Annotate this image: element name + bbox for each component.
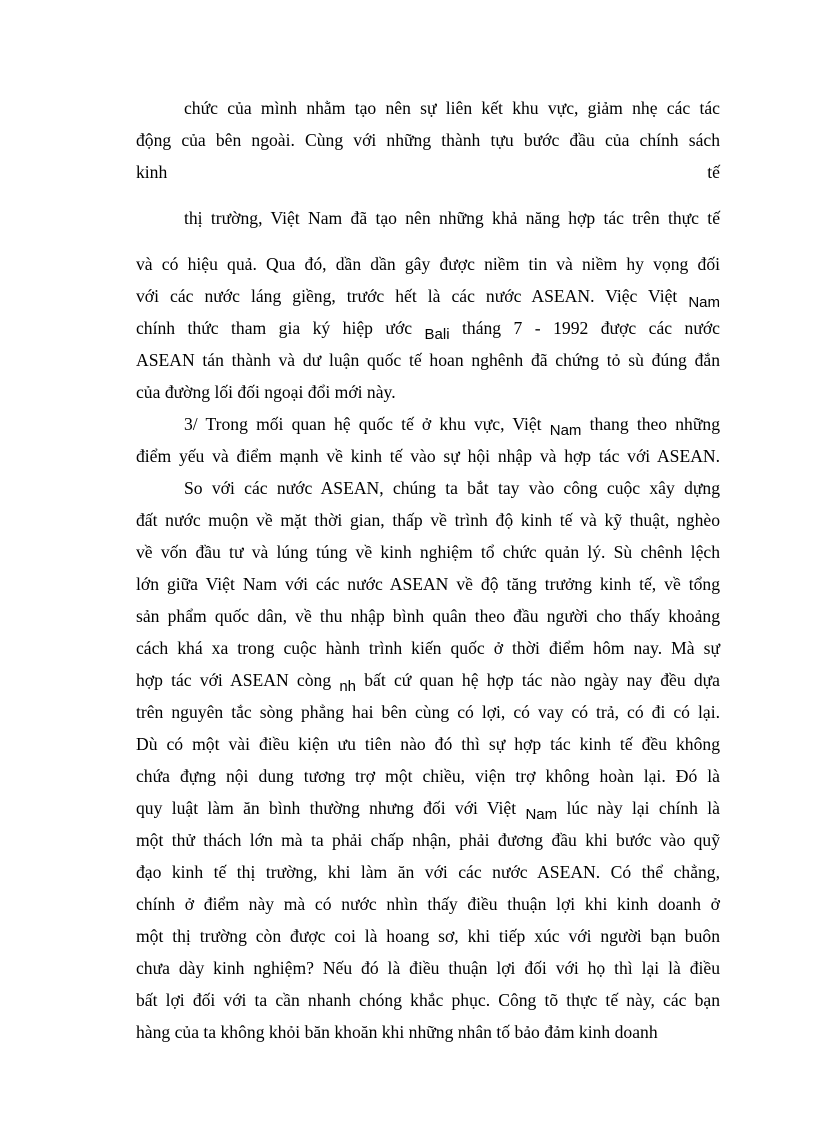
text-line: đạo kinh tế thị trường, khi làm ăn với các nước ASEAN. Có thể chẳng, — [136, 862, 720, 882]
text-line: chưa dày kinh nghiệm? Nếu đó là điều thuận lợi đối với họ thì lại là điều — [136, 958, 720, 978]
text-line — [136, 312, 720, 344]
text-line: một thị trường còn được coi là hoang sơ, khi tiếp xúc với người bạn buôn — [136, 926, 720, 946]
text-segment: chính thức tham gia ký hiệp ước — [136, 318, 425, 338]
text-line: thị trường, Việt Nam đã tạo nên những khả năng hợp tác trên thực tế — [184, 208, 720, 228]
text-line: chức của mình nhằm tạo nên sự liên kết khu vực, giảm nhẹ các tác — [184, 98, 720, 118]
text-segment-subscript: Nam — [688, 294, 720, 311]
text-line: điểm yếu và điểm mạnh về kinh tế vào sự hội nhập và hợp tác với ASEAN. — [136, 446, 720, 466]
text-line: và có hiệu quả. Qua đó, dần dần gây được niềm tin và niềm hy vọng đối — [136, 254, 720, 274]
text-line: một thử thách lớn mà ta phải chấp nhận, phải đương đầu khi bước vào quỹ — [136, 830, 720, 850]
text-segment-subscript: Nam — [549, 422, 582, 439]
text-segment: bất cứ quan hệ hợp tác nào ngày nay đều dựa — [356, 670, 720, 690]
text-line: lớn giữa Việt Nam với các nước ASEAN về độ tăng trưởng kinh tế, về tổng — [136, 574, 720, 594]
text-line — [136, 664, 720, 696]
text-line: Dù có một vài điều kiện ưu tiên nào đó thì sự hợp tác kinh tế đều không — [136, 734, 720, 754]
text-segment: 3/ Trong mối quan hệ quốc tế ở khu vực, Việt — [184, 414, 550, 434]
text-segment: lúc này lại chính là — [557, 798, 720, 818]
text-segment-subscript: Bali — [424, 326, 450, 343]
text-line: về vốn đầu tư và lúng túng về kinh nghiệm tổ chức quản lý. Sù chênh lệch — [136, 542, 720, 562]
text-segment-subscript: Nam — [525, 806, 558, 823]
text-segment: thang theo những — [581, 414, 720, 434]
text-line: chứa đựng nội dung tương trợ một chiều, viện trợ không hoàn lại. Đó là — [136, 766, 720, 786]
text-line: ASEAN tán thành và dư luận quốc tế hoan nghênh đã chứng tỏ sù đúng đắn — [136, 350, 720, 370]
text-line: đất nước muộn về mặt thời gian, thấp về trình độ kinh tế và kỹ thuật, nghèo — [136, 510, 720, 530]
text-segment-subscript: nh — [339, 678, 357, 695]
text-segment: quy luật làm ăn bình thường nhưng đối với Việt — [136, 798, 526, 818]
text-line: So với các nước ASEAN, chúng ta bắt tay vào công cuộc xây dựng — [184, 478, 720, 498]
text-line — [136, 792, 720, 824]
document-page — [136, 92, 720, 1048]
text-line: chính ở điểm này mà có nước nhìn thấy điều thuận lợi khi kinh doanh ở — [136, 894, 720, 914]
text-segment: hợp tác với ASEAN còng — [136, 670, 340, 690]
text-line: trên nguyên tắc sòng phẳng hai bên cùng có lợi, có vay có trả, có đi có lại. — [136, 702, 720, 722]
text-line: bất lợi đối với ta cần nhanh chóng khắc phục. Công tõ thực tế này, các bạn — [136, 990, 720, 1010]
word-te: tế — [707, 162, 720, 182]
text-line: hàng của ta không khỏi băn khoăn khi những nhân tố bảo đảm kinh doanh — [136, 1022, 658, 1042]
text-line: của đường lối đối ngoại đổi mới này. — [136, 382, 396, 402]
text-line: cách khá xa trong cuộc hành trình kiến quốc ở thời điểm hôm nay. Mà sự — [136, 638, 720, 658]
text-line: động của bên ngoài. Cùng với những thành tựu bước đầu của chính sách — [136, 130, 720, 150]
word-kinh: kinh — [136, 162, 168, 182]
text-line-split — [136, 156, 720, 188]
text-line — [136, 280, 720, 312]
text-line — [136, 408, 720, 440]
text-line: sản phẩm quốc dân, về thu nhập bình quân theo đầu người cho thấy khoảng — [136, 606, 720, 626]
text-segment: với các nước láng giềng, trước hết là các nước ASEAN. Việc Việt — [136, 286, 689, 306]
text-segment: tháng 7 - 1992 được các nước — [449, 318, 720, 338]
